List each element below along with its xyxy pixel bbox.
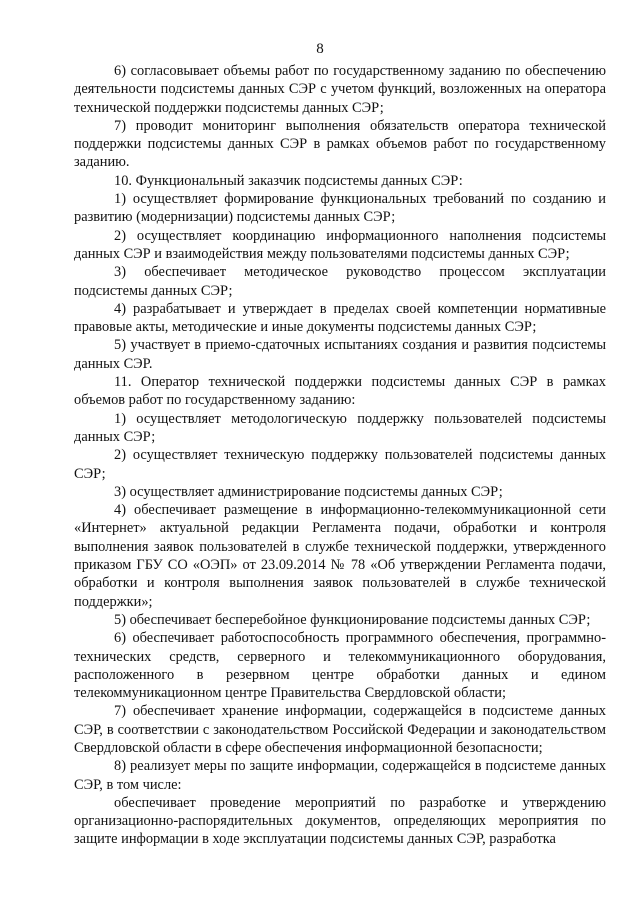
paragraph: 2) осуществляет координацию информационного наполнения подсистемы данных СЭР и взаимодействия между пользователями подсистемы данных СЭР;	[74, 227, 606, 262]
page-number: 8	[316, 41, 324, 57]
paragraph: 4) разрабатывает и утверждает в пределах своей компетенции нормативные правовые акты, методические и иные документы подсистемы данных СЭР;	[74, 300, 606, 336]
paragraph: 5) участвует в приемо-сдаточных испытаниях создания и развития подсистемы данных СЭР.	[74, 337, 606, 372]
paragraph: 1) осуществляет методологическую поддержку пользователей подсистемы данных СЭР;	[74, 410, 606, 445]
paragraph: обеспечивает проведение мероприятий по разработке и утверждению организационно-распорядительных документов, определяющих мероприятия по защите информации в ходе эксплуатации подсистемы данных СЭР, разработка	[74, 794, 606, 848]
paragraph: 4) обеспечивает размещение в информационно-телекоммуникационной сети «Интернет» актуальной редакции Регламента подачи, обработки и контроля выполнения заявок пользователей в службе технической поддержки, утвержденного приказом ГБУ СО «ОЭП» от 23.09.2014 № 78 «Об утверждении Регламента подачи, обработки и контроля выполнения заявок пользователей в службе технической поддержки»;	[74, 502, 606, 610]
paragraph: 6) согласовывает объемы работ по государственному заданию по обеспечению деятельности подсистемы данных СЭР с учетом функций, возложенных на оператора технической поддержки подсистемы данных СЭР;	[74, 63, 606, 116]
paragraph: 1) осуществляет формирование функциональных требований по созданию и развитию (модернизации) подсистемы данных СЭР;	[74, 191, 606, 226]
paragraph: 8) реализует меры по защите информации, содержащейся в подсистеме данных СЭР, в том числе:	[74, 758, 606, 793]
paragraph: 6) обеспечивает работоспособность программного обеспечения, программно-технических средств, серверного и телекоммуникационного оборудования, расположенного в резервном центре обработки данных и едином телекоммуникационном центре Правительства Свердловской области;	[74, 630, 606, 702]
paragraph: 2) осуществляет техническую поддержку пользователей подсистемы данных СЭР;	[74, 447, 606, 482]
paragraph: 5) обеспечивает бесперебойное функционирование подсистемы данных СЭР;	[114, 611, 591, 628]
paragraph: 7) проводит мониторинг выполнения обязательств оператора технической поддержки подсистемы данных СЭР в рамках объемов работ по государственному заданию.	[74, 117, 606, 171]
paragraph: 3) осуществляет администрирование подсистемы данных СЭР;	[114, 483, 503, 500]
section-heading: 10. Функциональный заказчик подсистемы данных СЭР:	[114, 172, 463, 189]
section-heading: 11. Оператор технической поддержки подсистемы данных СЭР в рамках объемов работ по государственному заданию:	[74, 374, 606, 409]
paragraph: 7) обеспечивает хранение информации, содержащейся в подсистеме данных СЭР, в соответствии с законодательством Российской Федерации и законодательством Свердловской области в сфере обеспечения информационной безопасности;	[74, 703, 606, 756]
paragraph: 3) обеспечивает методическое руководство процессом эксплуатации подсистемы данных СЭР;	[74, 264, 606, 299]
document-body	[74, 62, 606, 849]
